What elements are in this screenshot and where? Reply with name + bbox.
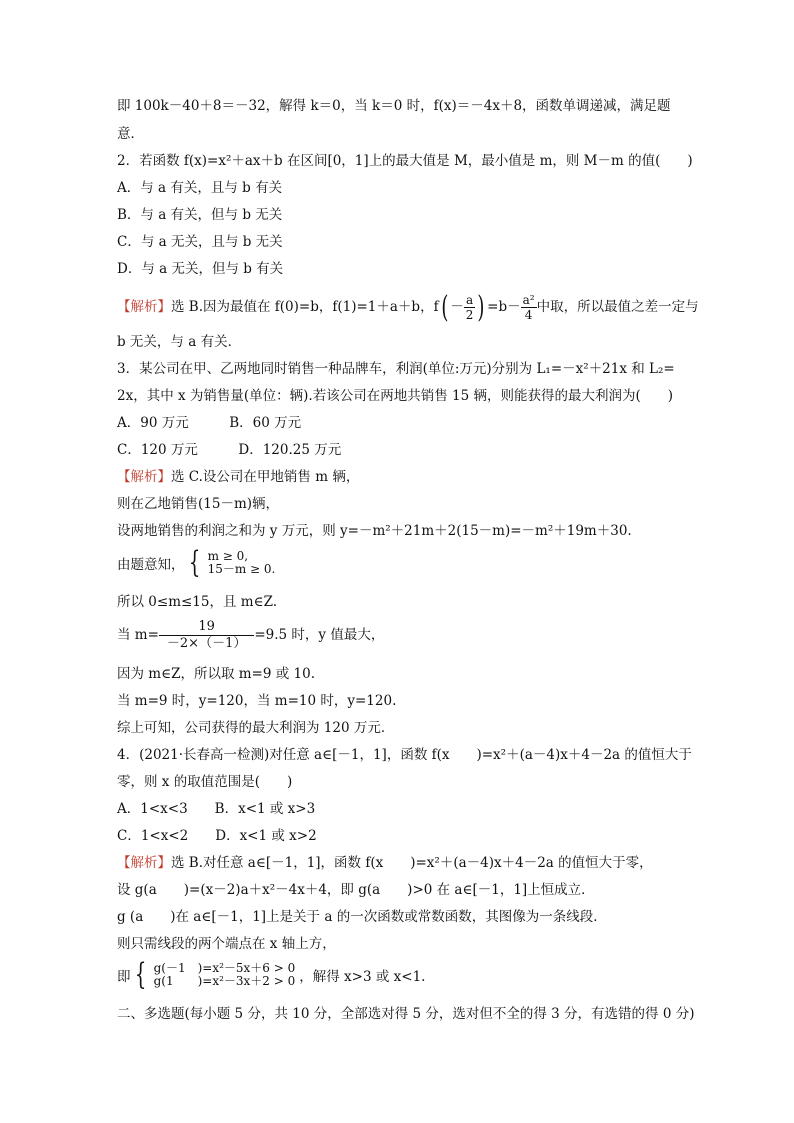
- equation-system: 即 { g(－1 )=x²－5x＋6 > 0 g(1 )=x²－3x＋2 > 0 ，解得 x>3 或 x<1.: [117, 957, 426, 992]
- section-heading: 二、多选题(每小题 5 分，共 10 分，全部选对得 5 分，选对但不全的得 3 分，有选错的得 0 分): [117, 1006, 695, 1022]
- options-ab: A．90 万元 B．60 万元: [117, 415, 302, 431]
- solution-text: 选 B.因为最值在 f(0)=b，f(1)=1＋a＋b，f: [171, 299, 439, 315]
- options-ab: A．1<x<3 B．x<1 或 x>3: [117, 801, 316, 817]
- solution-2: 【解析】选 B.因为最值在 f(0)=b，f(1)=1＋a＋b，f( － $\frac{a}{2}$ ) =b－ $\frac{\text{a²}}{4}$ 中取，所以最值之差一定与: [117, 289, 699, 325]
- text-line: 则在乙地销售(15－m)辆，: [117, 496, 280, 512]
- text-line: 意．: [117, 126, 144, 142]
- solution-tag: 【解析】: [117, 855, 171, 870]
- question-2: 2．若函数 f(x)=x²＋ax＋b 在区间[0，1]上的最大值是 M，最小值是 m，则 M－m 的值( ): [117, 153, 693, 169]
- text-line: 即 100k－40＋8＝－32，解得 k＝0，当 k＝0 时，f(x)＝－4x＋8，函数单调递减，满足题: [117, 98, 671, 114]
- text-line: 2x，其中 x 为销售量(单位：辆).若该公司在两地共销售 15 辆，则能获得的最大利润为( ): [117, 388, 674, 404]
- fraction-line: 当 m= $\frac{19}{-2\times(-1)}$ =9.5 时，y 值最大，: [117, 619, 385, 651]
- solution-tag: 【解析】: [117, 299, 171, 314]
- text-line: 因为 m∈Z，所以取 m=9 或 10.: [117, 666, 316, 682]
- options-cd: C．1<x<2 D．x<1 或 x>2: [117, 828, 317, 844]
- option-c: C．与 a 无关，且与 b 无关: [117, 234, 283, 250]
- text-line: 当 m=9 时，y=120，当 m=10 时，y=120.: [117, 693, 397, 709]
- question-4: 4．(2021·长春高一检测)对任意 a∈[－1，1]，函数 f(x )=x²＋(a－4)x＋4－2a 的值恒大于: [117, 747, 692, 763]
- text-line: 零，则 x 的取值范围是( ): [117, 774, 293, 790]
- text-line: 设两地销售的利润之和为 y 万元，则 y=－m²＋21m＋2(15－m)=－m²＋19m＋30.: [117, 523, 632, 539]
- text-line: b 无关，与 a 有关．: [117, 334, 242, 350]
- equation-system: 由题意知， { m ≥ 0, 15－m ≥ 0.: [117, 545, 276, 580]
- option-d: D．与 a 无关，但与 b 有关: [117, 261, 284, 277]
- text-line: 则只需线段的两个端点在 x 轴上方，: [117, 936, 336, 952]
- option-b: B．与 a 有关，但与 b 无关: [117, 207, 283, 223]
- text-line: 所以 0≤m≤15，且 m∈Z.: [117, 594, 278, 610]
- fraction: $\frac{a}{2}$: [465, 293, 474, 322]
- text-line: 设 g(a )=(x－2)a＋x²－4x＋4，即 g(a )>0 在 a∈[－1，1]上恒成立．: [117, 882, 595, 898]
- solution-tag: 【解析】: [117, 469, 171, 484]
- options-cd: C．120 万元 D．120.25 万元: [117, 442, 342, 458]
- option-a: A．与 a 有关，且与 b 有关: [117, 180, 283, 196]
- text-line: g (a )在 a∈[－1，1]上是关于 a 的一次函数或常数函数，其图像为一条线段．: [117, 909, 607, 925]
- question-3: 3．某公司在甲、乙两地同时销售一种品牌车，利润(单位:万元)分别为 L₁=－x²＋21x 和 L₂=: [117, 361, 675, 377]
- text-line: 综上可知，公司获得的最大利润为 120 万元．: [117, 720, 395, 736]
- solution-4: 【解析】选 B.对任意 a∈[－1，1]，函数 f(x )=x²＋(a－4)x＋4－2a 的值恒大于零，: [117, 855, 653, 871]
- fraction: $\frac{19}{-2\times(-1)}$: [159, 619, 254, 652]
- solution-3: 【解析】选 C.设公司在甲地销售 m 辆，: [117, 469, 360, 485]
- fraction: $\frac{\text{a²}}{4}$: [522, 293, 535, 322]
